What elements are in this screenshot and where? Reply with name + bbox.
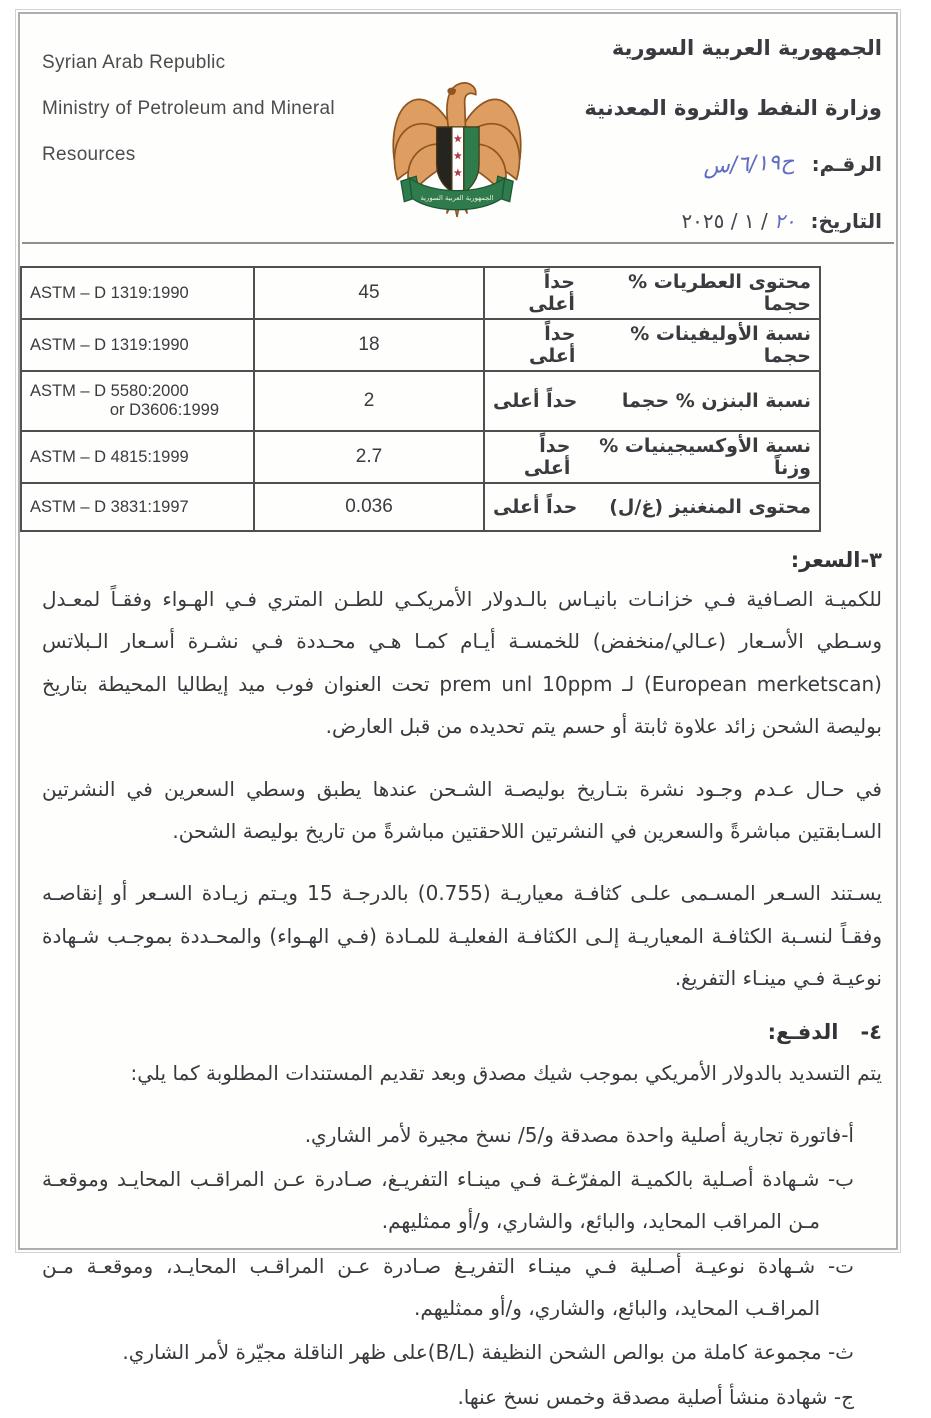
method-cell xyxy=(21,371,254,431)
date-label: التاريخ: xyxy=(810,209,882,233)
table-row xyxy=(21,431,820,483)
value-cell: 18 xyxy=(254,319,484,371)
value-cell: 2.7 xyxy=(254,431,484,483)
limit-label: حداً أعلى xyxy=(493,496,578,518)
payment-item-b: ب- شـهادة أصـلية بالكميـة المفرّغـة فـي مينـاء التفريـغ، صـادرة عـن المراقـب المحايـد وموقعـة مـن المراقب المحايد، والبائع، والشاري، و/أو ممثليهم. xyxy=(42,1166,854,1234)
date-day: ٢٠ xyxy=(774,209,796,233)
letterhead xyxy=(20,14,896,242)
english-header-line-1: Syrian Arab Republic xyxy=(42,52,226,73)
property-label: نسبة الأوكسيجينيات % وزناً xyxy=(599,435,811,479)
date-year: ٢٠٢٥ xyxy=(681,209,725,233)
table-row xyxy=(21,371,820,431)
arabic-header-block xyxy=(552,24,882,233)
english-header-line-2: Ministry of Petroleum and Mineral xyxy=(42,98,335,119)
syrian-eagle-emblem xyxy=(372,50,542,225)
date-separator-1: / xyxy=(754,209,775,233)
eagle-emblem-svg xyxy=(372,50,542,225)
limit-label: حداً أعلى xyxy=(528,271,575,315)
date-row xyxy=(552,209,882,233)
method-line-2: or D3606:1999 xyxy=(109,401,219,419)
english-header-block xyxy=(42,40,335,178)
republic-name-arabic: الجمهورية العربية السورية xyxy=(611,36,882,60)
payment-section xyxy=(20,1020,896,1418)
fuel-spec-table xyxy=(20,266,821,532)
property-cell xyxy=(484,371,820,431)
ministry-name-arabic: وزارة النفط والثروة المعدنية xyxy=(584,96,882,120)
price-section-heading: ٣-السعر: xyxy=(790,548,882,572)
date-month: ١ xyxy=(743,209,755,233)
payment-item-th: ث- مجموعة كاملة من بوالص الشحن النظيفة (B/L)على ظهر الناقلة مجيّرة لأمر الشاري. xyxy=(122,1340,854,1365)
payment-item-a: أ-فاتورة تجارية أصلية واحدة مصدقة و/5/ نسخ مجيرة لأمر الشاري. xyxy=(304,1122,854,1147)
price-paragraph-2: في حـال عـدم وجـود نشرة بتـاريخ بوليصـة الشـحن عندها يطبق وسطي السعرين في النشرتين السـابقتين مباشرةً والسعرين في النشرتين اللاحقتين مباشرةً من تاريخ بوليصة الشحن. xyxy=(42,776,882,843)
property-cell xyxy=(484,431,820,483)
ref-number-label: الرقـم: xyxy=(811,152,882,176)
table-row xyxy=(21,267,820,319)
payment-item-j: ج- شهادة منشأ أصلية مصدقة وخمس نسخ عنها. xyxy=(457,1384,854,1409)
table-row xyxy=(21,319,820,371)
ref-number-handwritten-value: ح٦/١٩/س xyxy=(702,149,796,180)
limit-label: حداً أعلى xyxy=(528,323,576,367)
limit-label: حداً أعلى xyxy=(493,390,578,412)
english-header-line-3: Resources xyxy=(42,144,136,165)
ribbon-text: الجمهورية العربية السورية xyxy=(420,193,494,202)
price-section xyxy=(20,548,896,1000)
value-cell: 45 xyxy=(254,267,484,319)
property-cell xyxy=(484,319,820,371)
payment-item-t: ت- شـهادة نوعيـة أصـلية فـي مينـاء التفريـغ صـادرة عـن المراقـب المحايـد، وموقعـة مـن المراقـب المحايد، والبائع، والشاري، و/أو ممثليهم. xyxy=(42,1253,854,1321)
property-label: نسبة البنزن % حجما xyxy=(621,390,811,412)
reference-number-row xyxy=(552,149,882,180)
header-divider xyxy=(22,242,894,244)
payment-section-heading: ٤- الدفـع: xyxy=(767,1019,882,1044)
value-cell: 0.036 xyxy=(254,483,484,531)
property-label: محتوى العطريات % حجما xyxy=(628,271,811,315)
property-label: محتوى المنغنيز (غ/ل) xyxy=(609,496,811,518)
date-separator-2: / xyxy=(724,209,744,233)
payment-documents-list xyxy=(42,1114,882,1418)
price-paragraph-3: يسـتند السـعر المسـمى علـى كثافـة معياريـة (0.755) بالدرجـة 15 ويـتم زيـادة السـعر أو إنقاصـه وفقـاً لنسـبة الكثافـة المعياريـة إلـى الكثافـة الفعليـة للمـادة (فـي الهـواء) والمحـددة بموجـب شـهادة نوعيـة فـي مينـاء التفريغ. xyxy=(42,881,882,991)
method-cell: ASTM – D 3831:1997 xyxy=(21,483,254,531)
table-row xyxy=(21,483,820,531)
method-cell: ASTM – D 1319:1990 xyxy=(21,319,254,371)
method-line-1: ASTM – D 5580:2000 xyxy=(30,382,189,400)
value-cell: 2 xyxy=(254,371,484,431)
property-cell xyxy=(484,483,820,531)
payment-intro: يتم التسديد بالدولار الأمريكي بموجب شيك مصدق وبعد تقديم المستندات المطلوبة كما يلي: xyxy=(130,1060,882,1085)
date-value xyxy=(681,209,795,233)
limit-label: حداً أعلى xyxy=(523,435,571,479)
property-label: نسبة الأوليفينات % حجما xyxy=(630,323,811,367)
method-cell: ASTM – D 1319:1990 xyxy=(21,267,254,319)
document-page xyxy=(18,12,898,1409)
price-paragraph-1: للكميـة الصـافية فـي خزانـات بانيـاس بالـدولار الأمريكـي للطـن المتري فـي الهـواء وفقـاً لمعـدل وسـطي الأسـعار (عـالي/منخفض) للخمسـة أيـام كمـا هـي محـددة فـي نشـرة أسـعار الـبلاتس (European merketscan) لـ prem unl 10ppm تحت العنوان فوب ميد إيطاليا المحيطة بتاريخ بوليصة الشحن زائد علاوة ثابتة أو حسم يتم تحديده من قبل العارض. xyxy=(42,587,882,739)
property-cell xyxy=(484,267,820,319)
method-cell: ASTM – D 4815:1999 xyxy=(21,431,254,483)
